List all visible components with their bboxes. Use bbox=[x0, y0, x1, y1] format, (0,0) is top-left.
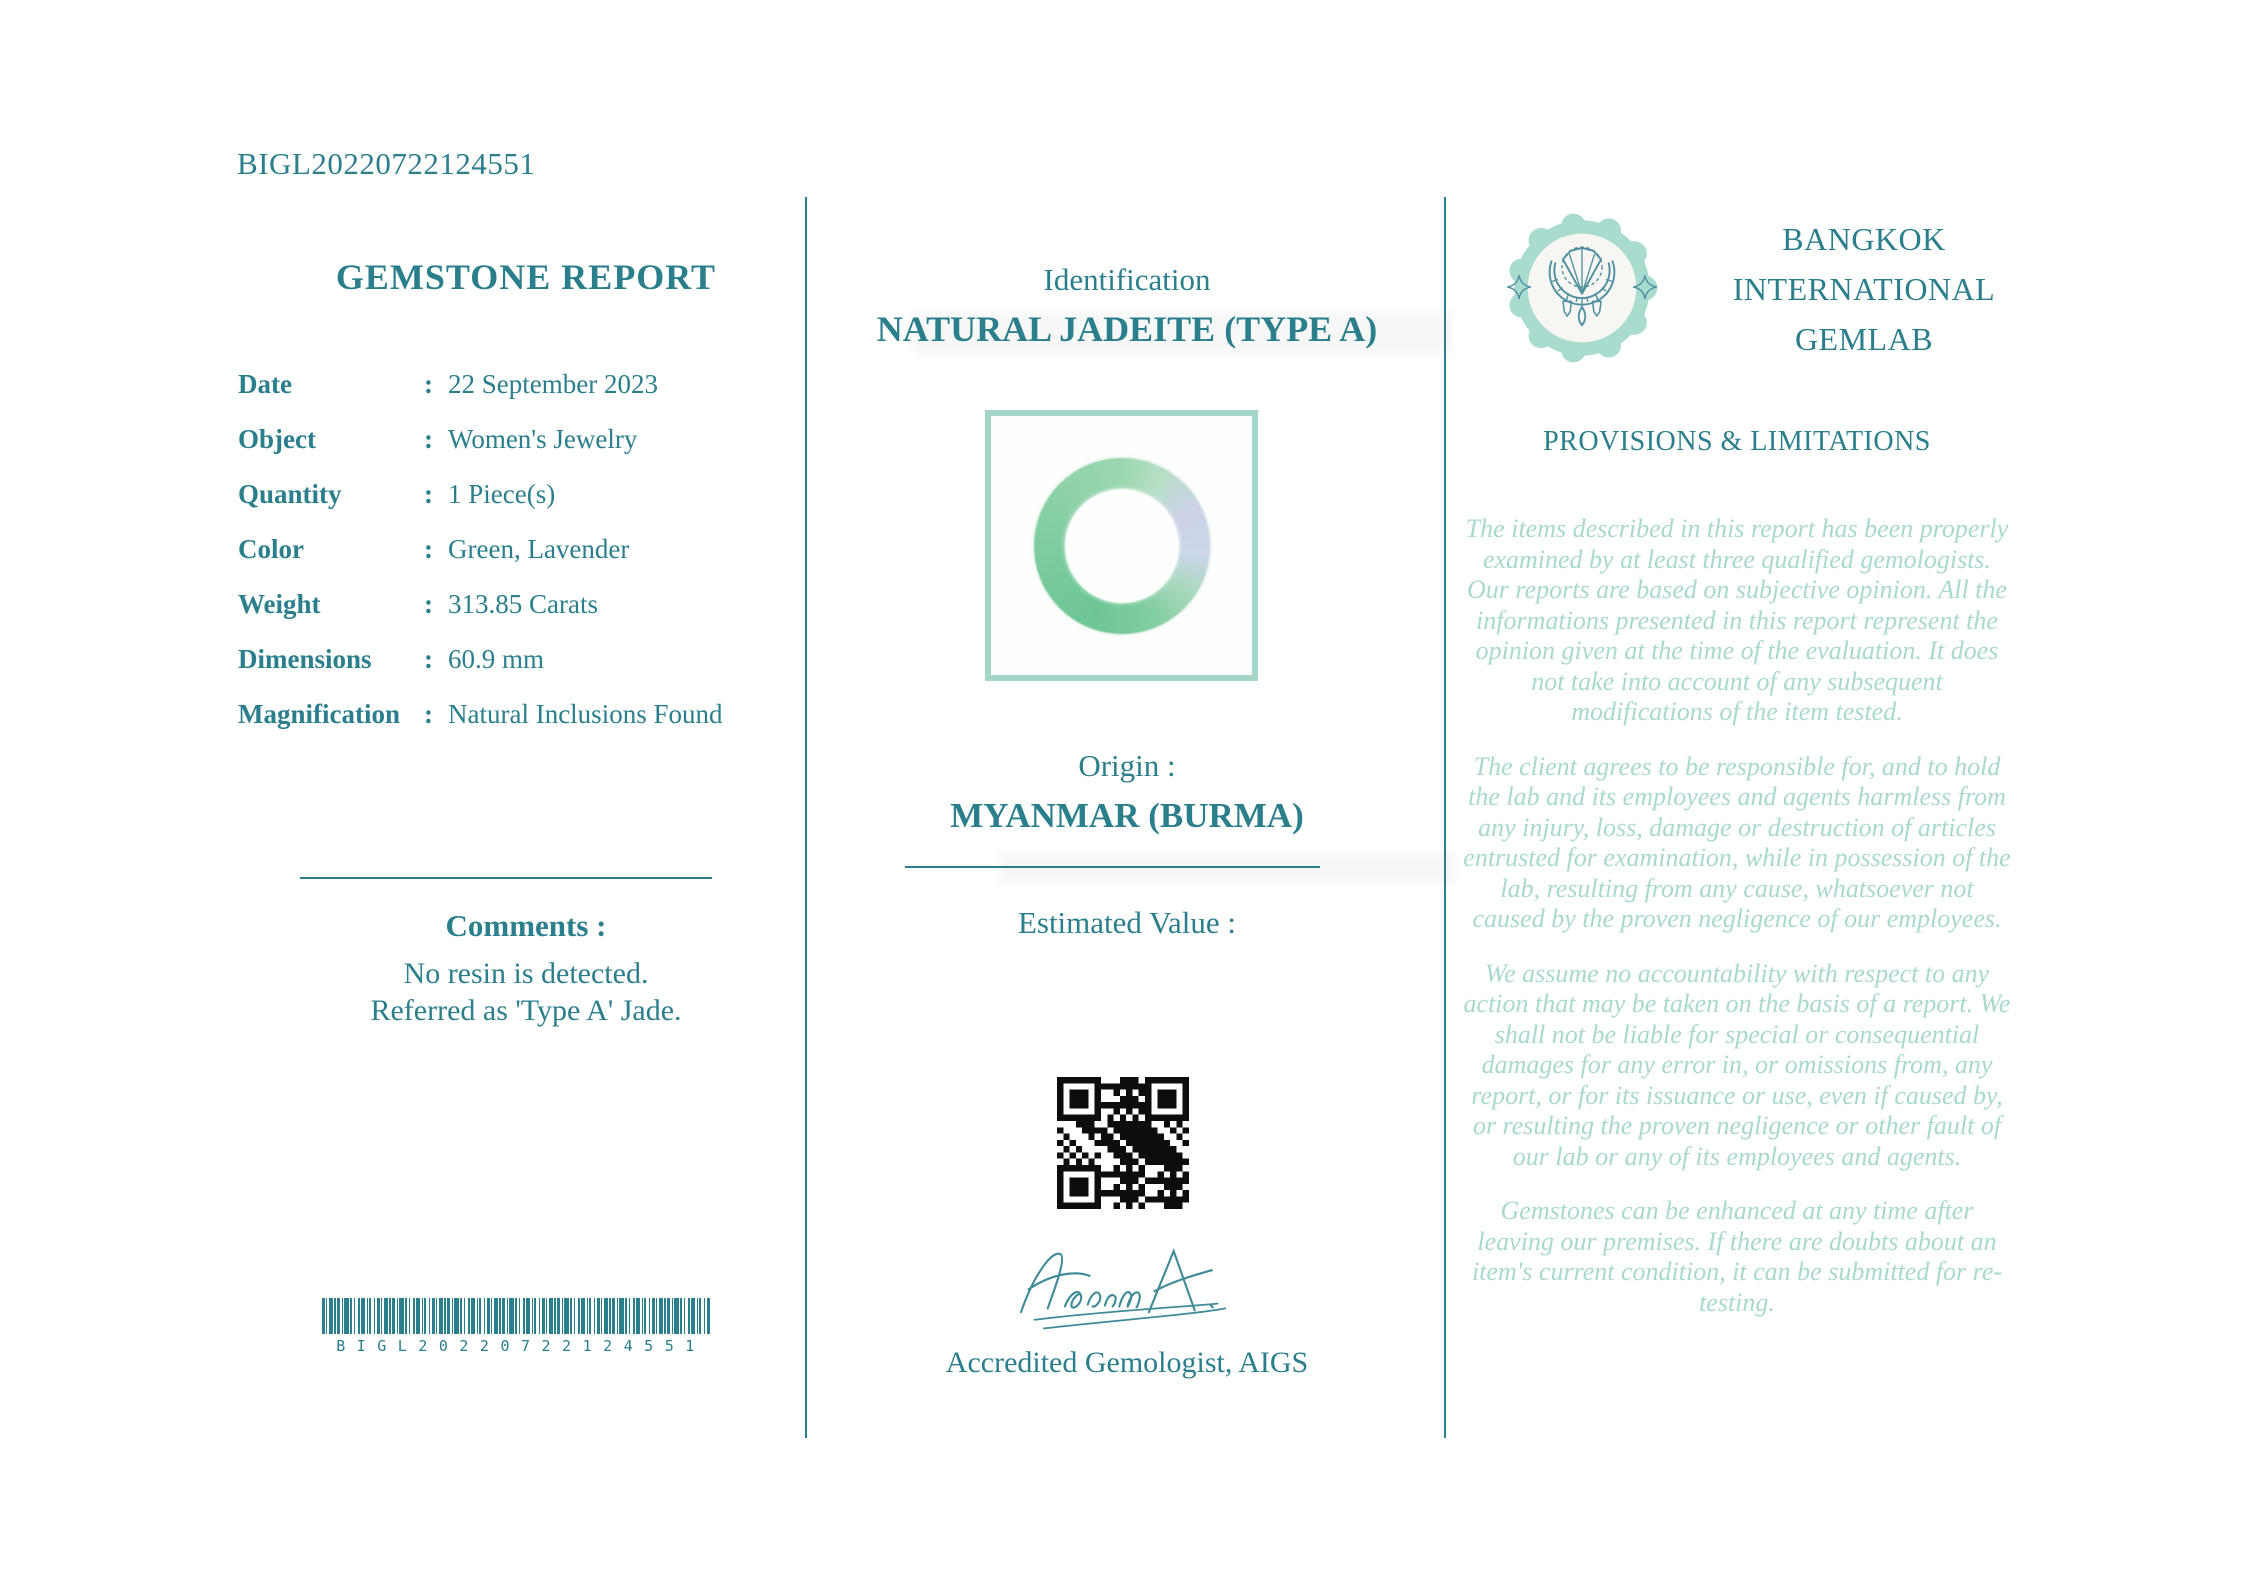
lab-name bbox=[1694, 214, 2034, 364]
identification-value: NATURAL JADEITE (TYPE A) bbox=[876, 309, 1378, 349]
jade-bangle-image bbox=[1034, 458, 1210, 634]
comments-title: Comments : bbox=[445, 908, 607, 943]
detail-colon: : bbox=[424, 534, 433, 564]
identification-label: Identification bbox=[1043, 262, 1211, 297]
detail-row-color bbox=[238, 522, 813, 577]
detail-label: Object bbox=[238, 424, 316, 454]
detail-value: Green, Lavender bbox=[448, 534, 630, 564]
detail-row-weight bbox=[238, 577, 813, 632]
detail-value: 60.9 mm bbox=[448, 644, 545, 674]
detail-colon: : bbox=[424, 699, 433, 729]
comments-divider bbox=[300, 877, 712, 879]
provision-paragraph: We assume no accountability with respect to any action that may be taken on the basis of a report. We shall not be liable for special or consequential damages for any error in, or omissions from, any report, or for its issuance or use, even if caused by, or resulting the proven negligence or other fault of our lab or any of its employees and agents. bbox=[1463, 958, 2011, 1171]
estimated-value-divider bbox=[905, 866, 1320, 868]
lab-name-line: GEMLAB bbox=[1794, 321, 1934, 357]
lab-name-line: INTERNATIONAL bbox=[1732, 271, 1996, 307]
detail-row-quantity bbox=[238, 467, 813, 522]
qr-code-image bbox=[1057, 1077, 1189, 1209]
detail-row-object bbox=[238, 412, 813, 467]
barcode bbox=[322, 1298, 712, 1355]
detail-label: Date bbox=[238, 369, 292, 399]
provision-paragraph: Gemstones can be enhanced at any time after leaving our premises. If there are doubts about an item's current condition, it can be submitted for re-testing. bbox=[1471, 1196, 2003, 1317]
provision-paragraph: The client agrees to be responsible for, and to hold the lab and its employees and agents harmless from any injury, loss, damage or destruction of articles entrusted for examination, while in possession of the lab, resulting from any cause, whatsoever not caused by the proven negligence of our employees. bbox=[1463, 751, 2011, 933]
detail-value: Women's Jewelry bbox=[448, 424, 638, 454]
estimated-value-label: Estimated Value : bbox=[1017, 905, 1237, 940]
gemlab-logo-badge bbox=[1500, 206, 1664, 370]
qr-code bbox=[1057, 1077, 1189, 1209]
lab-name-line: BANGKOK bbox=[1782, 221, 1946, 257]
detail-value: 22 September 2023 bbox=[448, 369, 658, 399]
report-number: BIGL20220722124551 bbox=[237, 146, 536, 181]
shadow-artifact bbox=[1000, 852, 1455, 884]
barcode-bars bbox=[322, 1298, 712, 1334]
detail-label: Color bbox=[238, 534, 304, 564]
detail-colon: : bbox=[424, 589, 433, 619]
gem-photo-frame bbox=[985, 410, 1258, 681]
provisions-paragraphs bbox=[1462, 514, 2012, 1318]
gemlab-logo bbox=[1500, 206, 1664, 370]
detail-colon: : bbox=[424, 644, 433, 674]
detail-value: Natural Inclusions Found bbox=[448, 699, 723, 729]
gemstone-report-title: GEMSTONE REPORT bbox=[335, 257, 717, 297]
provisions-title: PROVISIONS & LIMITATIONS bbox=[1543, 426, 1931, 457]
detail-label: Dimensions bbox=[238, 644, 372, 674]
detail-colon: : bbox=[424, 424, 433, 454]
detail-value: 1 Piece(s) bbox=[448, 479, 556, 509]
comments-line: No resin is detected. bbox=[403, 957, 649, 990]
gemologist-signature bbox=[1005, 1232, 1245, 1337]
detail-colon: : bbox=[424, 479, 433, 509]
gemologist-title: Accredited Gemologist, AIGS bbox=[945, 1346, 1309, 1379]
detail-label: Weight bbox=[238, 589, 321, 619]
detail-value: 313.85 Carats bbox=[448, 589, 598, 619]
provision-paragraph: The items described in this report has been properly examined by at least three qualified gemologists. Our reports are based on subjective opinion. All the informations presented in this report represent the opinion given at the time of the evaluation. It does not take into account of any subsequent modifications of the item tested. bbox=[1465, 514, 2009, 726]
gem-details-table bbox=[238, 357, 813, 742]
comments-line: Referred as 'Type A' Jade. bbox=[370, 994, 682, 1027]
barcode-text: BIGL20220722124551 bbox=[336, 1337, 706, 1355]
detail-row-magnification bbox=[238, 687, 813, 742]
detail-row-date bbox=[238, 357, 813, 412]
detail-row-dimensions bbox=[238, 632, 813, 687]
origin-value: MYANMAR (BURMA) bbox=[950, 796, 1304, 835]
detail-label: Magnification bbox=[238, 699, 400, 729]
signature-strokes bbox=[1005, 1232, 1245, 1337]
detail-colon: : bbox=[424, 369, 433, 399]
column-divider-right bbox=[1444, 197, 1446, 1438]
detail-label: Quantity bbox=[238, 479, 342, 509]
comments-text bbox=[206, 955, 846, 1029]
origin-label: Origin : bbox=[1078, 748, 1176, 783]
